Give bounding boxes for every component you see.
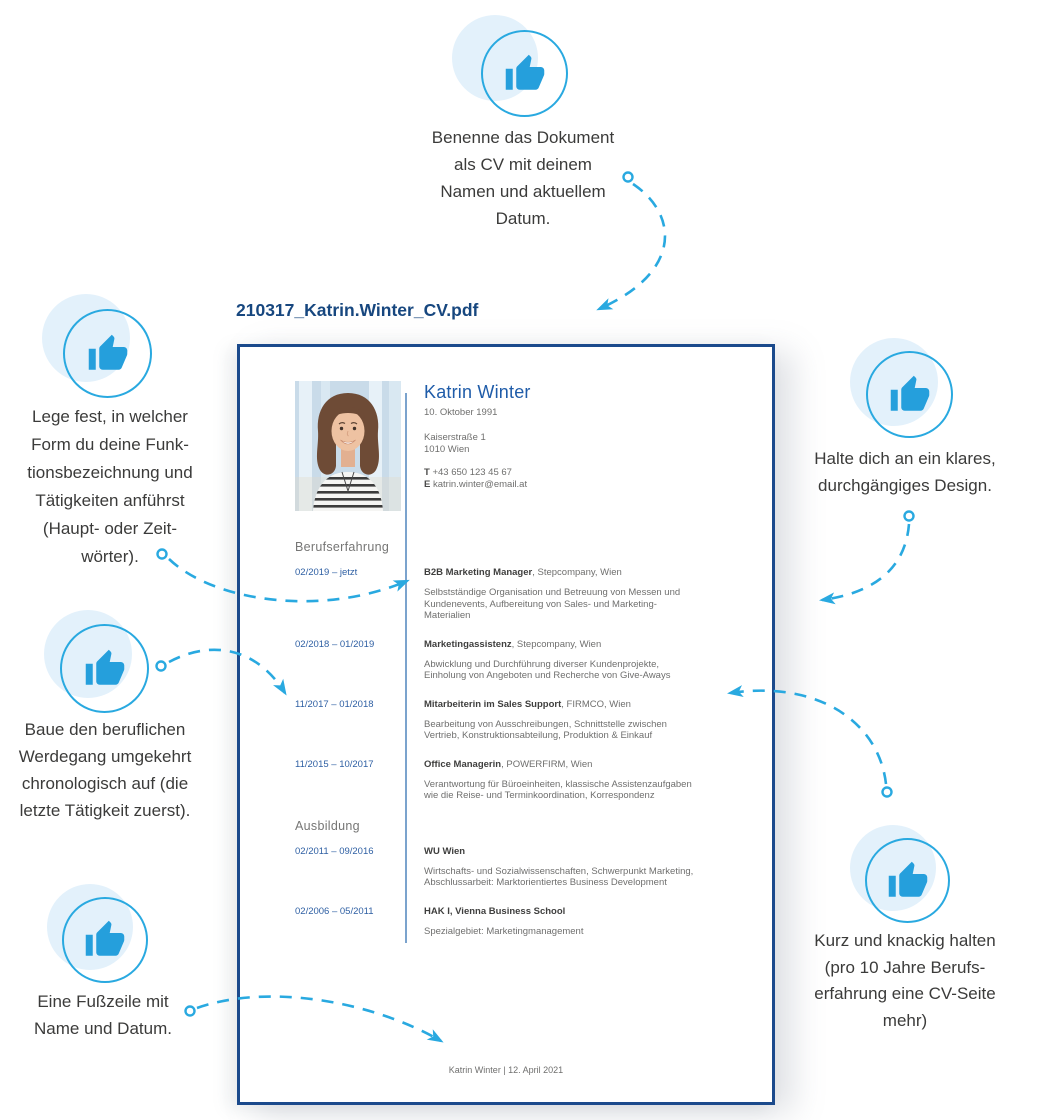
cv-entry-date: 02/2018 – 01/2019 (295, 638, 375, 650)
thumb-up-glyph (84, 648, 126, 690)
text-line: Werdegang umgekehrt (18, 747, 192, 766)
cv-entry (295, 759, 755, 802)
cv-entry-title: B2B Marketing Manager (424, 567, 533, 578)
cv-entry-description (424, 866, 755, 889)
tip-left-2-text (0, 716, 210, 824)
cv-entry-date: 02/2019 – jetzt (295, 567, 358, 578)
cv-desc-line: Abschlussarbeit: Marktorientiertes Business Development (424, 877, 667, 888)
text-line: Baue den beruflichen (24, 720, 186, 739)
cv-entry-body (424, 699, 755, 742)
text-line: (pro 10 Jahre Berufs- (824, 957, 986, 977)
cv-entry-date: 02/2011 – 09/2016 (295, 845, 374, 857)
tip-right-1-text (795, 445, 1015, 499)
cv-desc-line: Kundenevents, Aufbereitung von Sales- und Marketing- (424, 598, 657, 610)
cv-desc-line: Abwicklung und Durchführung diverser Kundenprojekte, (424, 658, 659, 670)
thumb-up-glyph (84, 919, 126, 961)
text-line: letzte Tätigkeit zuerst). (19, 801, 191, 820)
thumb-up-glyph (87, 333, 129, 375)
text-line: Benenne das Dokument (431, 128, 615, 147)
cv-entry-body (424, 567, 755, 622)
text-line: Eine Fußzeile mit (37, 992, 169, 1011)
cv-entry-title-line (424, 906, 755, 917)
text-line: Kurz und knackig halten (814, 931, 996, 950)
tip-left-1-text (0, 403, 220, 571)
email-label: E (424, 478, 431, 490)
cv-desc-line: Vertrieb, Konstruktionsabteilung, Produktion & Einkauf (424, 730, 653, 741)
cv-entry-body (424, 639, 755, 682)
cv-desc-line: Selbstständige Organisation und Betreuung von Messen und (424, 587, 681, 598)
cv-entry (295, 846, 755, 889)
cv-entry-body (424, 759, 755, 802)
cv-name: Katrin Winter (424, 382, 531, 402)
cv-desc-line: Einholung von Angeboten und Recherche von Give-Aways (424, 670, 671, 681)
phone-label: T (424, 467, 430, 478)
cv-entry-title: HAK I, Vienna Business School (424, 905, 566, 917)
cv-email-line (424, 479, 531, 491)
text-line: Halte dich an ein klares, (814, 449, 996, 468)
cv-entry-description (424, 659, 755, 682)
icon-ring (60, 624, 149, 713)
cv-desc-line: wie die Reise- und Terminkoordination, Korrespondenz (424, 790, 655, 801)
cv-entry-description (424, 779, 755, 802)
email-address: katrin.winter@email.at (432, 478, 528, 490)
arrow-right1-to-page (822, 512, 914, 601)
cv-entry-title: Marketingassistenz (424, 638, 512, 650)
cv-entry (295, 567, 755, 622)
text-line: tionsbezeichnung und (27, 463, 193, 482)
cv-entry (295, 699, 755, 742)
text-line: Form du deine Funk- (31, 435, 189, 454)
cv-filename: 210317_Katrin.Winter_CV.pdf (236, 300, 479, 320)
text-line: als CV mit deinem (454, 155, 592, 174)
text-line: Namen und aktuellem (440, 182, 606, 201)
profile-photo (295, 381, 401, 511)
cv-entry-title-line (424, 699, 755, 710)
phone-number: +43 650 123 45 67 (432, 467, 512, 478)
text-line: wörter). (81, 547, 139, 566)
cv-address (424, 432, 531, 455)
cv-entry-description (424, 926, 755, 938)
cv-footer: Katrin Winter | 12. April 2021 (448, 1065, 564, 1075)
cv-section-heading: Ausbildung (295, 818, 360, 833)
text-line: mehr) (882, 1010, 928, 1030)
tip-left-3-text (8, 988, 198, 1042)
cv-entry (295, 639, 755, 682)
cv-document-page (237, 344, 775, 1105)
text-line: Datum. (495, 209, 551, 228)
text-line: erfahrung eine CV-Seite (814, 984, 996, 1003)
cv-entry (295, 906, 755, 938)
cv-timeline (295, 540, 755, 954)
thumb-up-glyph (504, 53, 546, 95)
cv-entry-company: , POWERFIRM, Wien (501, 758, 593, 770)
cv-phone-line (424, 467, 531, 479)
icon-ring (62, 897, 148, 983)
cv-entry-title: WU Wien (424, 845, 466, 857)
cv-entry-date: 02/2006 – 05/2011 (295, 905, 374, 917)
icon-ring (865, 838, 950, 923)
cv-entry-date: 11/2017 – 01/2018 (295, 698, 374, 710)
cv-section-heading: Berufserfahrung (295, 540, 390, 554)
tip-right-2-text (795, 928, 1015, 1034)
cv-entry-date: 11/2015 – 10/2017 (295, 758, 374, 770)
cv-entry-body (424, 846, 755, 889)
cv-entry-title-line (424, 846, 755, 857)
icon-ring (481, 30, 568, 117)
text-line: Lege fest, in welcher (32, 407, 188, 426)
text-line: Tätigkeiten anführst (35, 491, 185, 510)
thumb-up-glyph (889, 374, 931, 416)
cv-entry-company: , FIRMCO, Wien (561, 698, 631, 710)
cv-entry-title: Office Managerin (424, 758, 502, 770)
cv-entry-company: , Stepcompany, Wien (511, 638, 602, 650)
cv-entry-company: , Stepcompany, Wien (532, 567, 622, 578)
cv-desc-line: Bearbeitung von Ausschreibungen, Schnittstelle zwischen (424, 718, 667, 730)
thumb-up-glyph (887, 860, 929, 902)
cv-entry-title: Mitarbeiterin im Sales Support (424, 698, 562, 710)
text-line: (Haupt- oder Zeit- (42, 519, 178, 538)
cv-desc-line: Materialien (424, 610, 471, 621)
cv-desc-line: Wirtschafts- und Sozialwissenschaften, Schwerpunkt Marketing, (424, 865, 694, 877)
cv-entry-title-line (424, 759, 755, 770)
tip-top-text (398, 124, 648, 232)
cv-entry-body (424, 906, 755, 938)
cv-entry-title-line (424, 567, 755, 578)
cv-contact-block (424, 382, 531, 490)
text-line: chronologisch auf (die (21, 774, 189, 793)
cv-entry-title-line (424, 639, 755, 650)
cv-desc-line: Verantwortung für Büroeinheiten, klassische Assistenzaufgaben (424, 778, 692, 790)
cv-entry-description (424, 587, 755, 622)
text-line: 1010 Wien (424, 443, 470, 455)
cv-desc-line: Spezialgebiet: Marketingmanagement (424, 925, 584, 937)
icon-ring (63, 309, 152, 398)
text-line: Kaiserstraße 1 (424, 432, 486, 443)
cv-entry-description (424, 719, 755, 742)
icon-ring (866, 351, 953, 438)
text-line: Name und Datum. (34, 1019, 172, 1038)
cv-birthdate: 10. Oktober 1991 (424, 406, 498, 418)
text-line: durchgängiges Design. (818, 476, 992, 495)
